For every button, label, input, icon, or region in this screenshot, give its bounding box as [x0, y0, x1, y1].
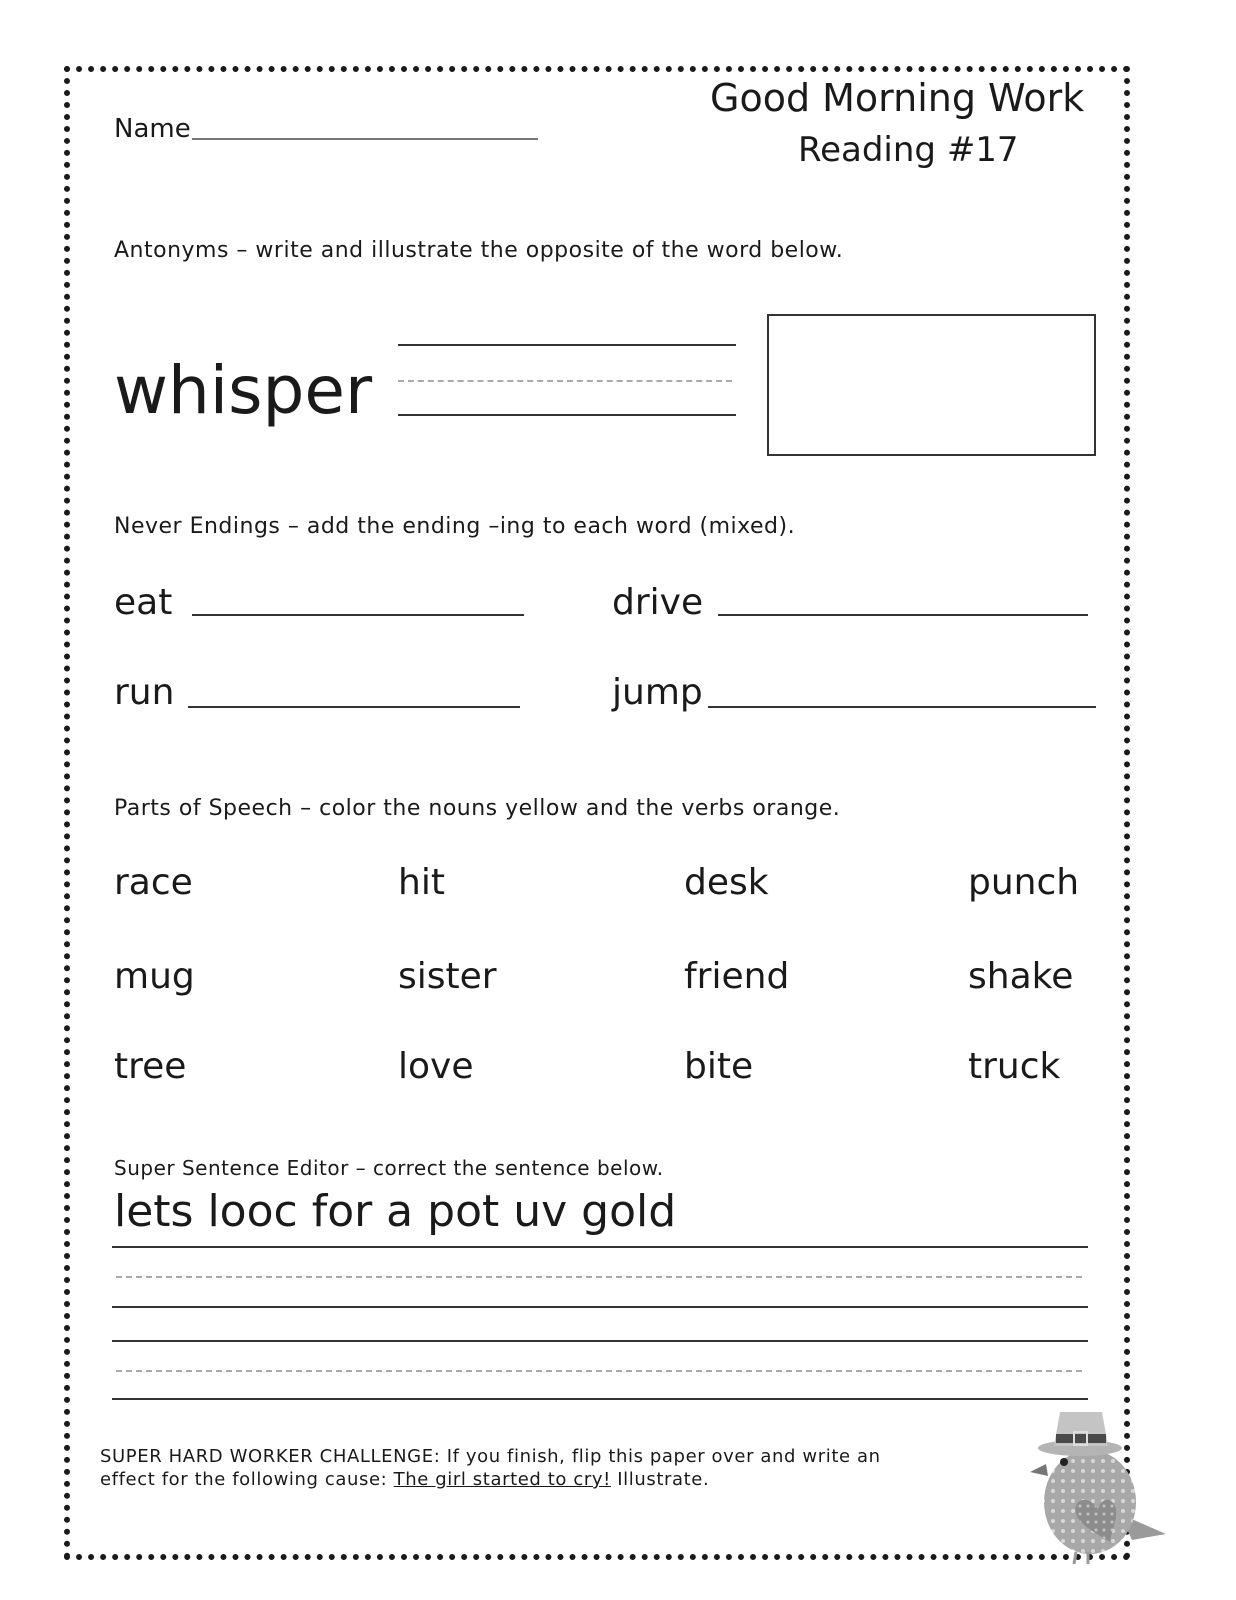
- endings-instruction: Never Endings – add the ending –ing to each word (mixed).: [114, 514, 796, 539]
- ending-word: drive: [612, 582, 704, 623]
- challenge-line-1: SUPER HARD WORKER CHALLENGE: If you finish, flip this paper over and write an: [100, 1446, 881, 1467]
- antonyms-instruction: Antonyms – write and illustrate the opposite of the word below.: [114, 238, 844, 263]
- challenge-line-2: [100, 1469, 709, 1490]
- editor-mid-guide: [116, 1370, 1082, 1372]
- ending-word: run: [114, 672, 175, 713]
- speech-word[interactable]: punch: [968, 862, 1080, 903]
- antonym-top-line[interactable]: [398, 344, 736, 346]
- speech-word[interactable]: mug: [114, 956, 195, 997]
- speech-word[interactable]: tree: [114, 1046, 187, 1087]
- ending-word: jump: [612, 672, 703, 713]
- leprechaun-bird-icon: [1028, 1406, 1168, 1566]
- speech-instruction: Parts of Speech – color the nouns yellow and the verbs orange.: [114, 796, 841, 821]
- name-write-line[interactable]: [192, 138, 538, 140]
- ending-word: eat: [114, 582, 173, 623]
- editor-write-line[interactable]: [112, 1306, 1088, 1308]
- editor-mid-guide: [116, 1276, 1082, 1278]
- speech-word[interactable]: bite: [684, 1046, 754, 1087]
- speech-word[interactable]: desk: [684, 862, 769, 903]
- editor-write-line[interactable]: [112, 1398, 1088, 1400]
- speech-word[interactable]: hit: [398, 862, 445, 903]
- challenge-suffix: Illustrate.: [610, 1469, 710, 1490]
- speech-word[interactable]: race: [114, 862, 193, 903]
- challenge-prefix: effect for the following cause:: [100, 1469, 394, 1490]
- ending-write-line[interactable]: [192, 614, 524, 616]
- speech-word[interactable]: love: [398, 1046, 474, 1087]
- worksheet-subtitle: Reading #17: [798, 130, 1019, 170]
- ending-write-line[interactable]: [188, 706, 520, 708]
- speech-word[interactable]: friend: [684, 956, 790, 997]
- editor-instruction: Super Sentence Editor – correct the sentence below.: [114, 1156, 664, 1180]
- speech-word[interactable]: shake: [968, 956, 1074, 997]
- challenge-cause: The girl started to cry!: [393, 1469, 611, 1490]
- editor-write-line[interactable]: [112, 1246, 1088, 1248]
- ending-write-line[interactable]: [718, 614, 1088, 616]
- name-label: Name: [114, 114, 191, 144]
- illustration-box[interactable]: [767, 314, 1096, 456]
- speech-word[interactable]: truck: [968, 1046, 1061, 1087]
- antonym-mid-guide: [398, 380, 732, 382]
- editor-sentence: lets looc for a pot uv gold: [114, 1186, 677, 1237]
- speech-word[interactable]: sister: [398, 956, 497, 997]
- editor-write-line[interactable]: [112, 1340, 1088, 1342]
- antonym-base-line[interactable]: [398, 414, 736, 416]
- ending-write-line[interactable]: [708, 706, 1096, 708]
- antonym-word: whisper: [114, 352, 373, 429]
- worksheet-title: Good Morning Work: [710, 76, 1085, 120]
